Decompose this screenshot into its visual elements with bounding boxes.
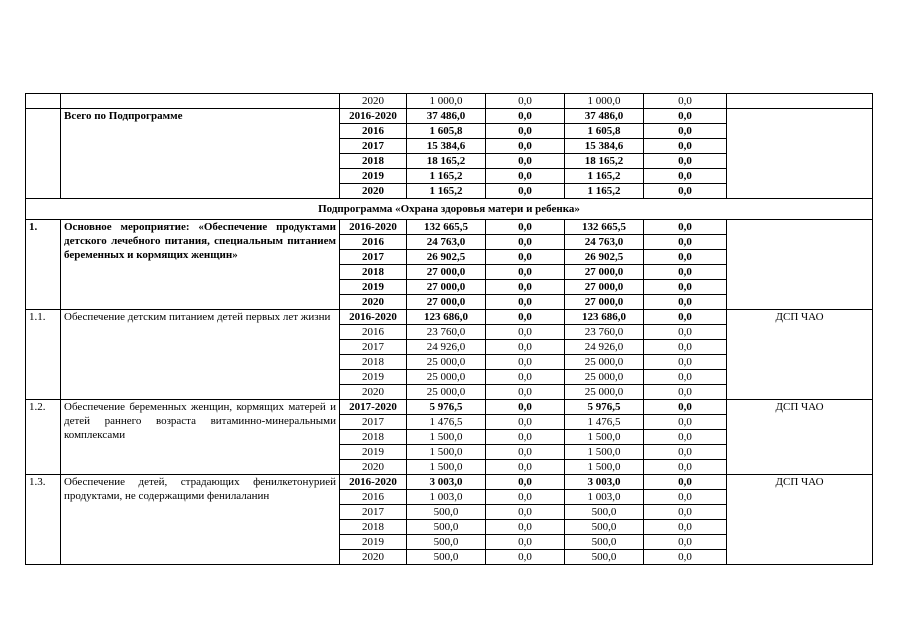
year-cell: 2019 xyxy=(340,280,407,295)
value-regional-cell: 18 165,2 xyxy=(565,154,644,169)
year-cell: 2016 xyxy=(340,490,407,505)
value-other-cell: 0,0 xyxy=(644,475,727,490)
year-cell: 2018 xyxy=(340,265,407,280)
value-total-cell: 1 605,8 xyxy=(407,124,486,139)
row-number-cell: 1. xyxy=(26,220,61,310)
value-total-cell: 27 000,0 xyxy=(407,295,486,310)
value-other-cell: 0,0 xyxy=(644,505,727,520)
value-other-cell: 0,0 xyxy=(644,490,727,505)
year-cell: 2017 xyxy=(340,340,407,355)
value-federal-cell: 0,0 xyxy=(486,445,565,460)
value-regional-cell: 1 000,0 xyxy=(565,94,644,109)
row-name-cell: Основное мероприятие: «Обеспечение продуктами детского лечебного питания, специальным питанием беременных и кормящих женщин» xyxy=(61,220,340,310)
value-total-cell: 24 926,0 xyxy=(407,340,486,355)
value-other-cell: 0,0 xyxy=(644,355,727,370)
value-other-cell: 0,0 xyxy=(644,325,727,340)
value-total-cell: 1 000,0 xyxy=(407,94,486,109)
value-regional-cell: 1 003,0 xyxy=(565,490,644,505)
value-federal-cell: 0,0 xyxy=(486,184,565,199)
table-row xyxy=(26,220,873,235)
value-federal-cell: 0,0 xyxy=(486,325,565,340)
value-federal-cell: 0,0 xyxy=(486,280,565,295)
year-cell: 2016-2020 xyxy=(340,475,407,490)
value-total-cell: 27 000,0 xyxy=(407,265,486,280)
value-total-cell: 37 486,0 xyxy=(407,109,486,124)
value-federal-cell: 0,0 xyxy=(486,400,565,415)
value-federal-cell: 0,0 xyxy=(486,385,565,400)
value-federal-cell: 0,0 xyxy=(486,415,565,430)
value-federal-cell: 0,0 xyxy=(486,535,565,550)
year-cell: 2020 xyxy=(340,460,407,475)
row-number-cell xyxy=(26,94,61,109)
budget-table xyxy=(25,93,873,565)
row-name-cell: Обеспечение детским питанием детей первых лет жизни xyxy=(61,310,340,400)
value-total-cell: 25 000,0 xyxy=(407,370,486,385)
value-regional-cell: 24 926,0 xyxy=(565,340,644,355)
value-other-cell: 0,0 xyxy=(644,94,727,109)
year-cell: 2017 xyxy=(340,250,407,265)
row-number-cell: 1.2. xyxy=(26,400,61,475)
value-regional-cell: 1 476,5 xyxy=(565,415,644,430)
value-federal-cell: 0,0 xyxy=(486,295,565,310)
value-other-cell: 0,0 xyxy=(644,169,727,184)
value-federal-cell: 0,0 xyxy=(486,520,565,535)
value-federal-cell: 0,0 xyxy=(486,235,565,250)
value-other-cell: 0,0 xyxy=(644,520,727,535)
value-other-cell: 0,0 xyxy=(644,265,727,280)
year-cell: 2020 xyxy=(340,94,407,109)
value-total-cell: 26 902,5 xyxy=(407,250,486,265)
value-other-cell: 0,0 xyxy=(644,184,727,199)
value-regional-cell: 25 000,0 xyxy=(565,385,644,400)
year-cell: 2019 xyxy=(340,169,407,184)
value-other-cell: 0,0 xyxy=(644,550,727,565)
value-total-cell: 5 976,5 xyxy=(407,400,486,415)
value-regional-cell: 1 500,0 xyxy=(565,445,644,460)
value-total-cell: 18 165,2 xyxy=(407,154,486,169)
value-total-cell: 1 003,0 xyxy=(407,490,486,505)
value-regional-cell: 500,0 xyxy=(565,520,644,535)
value-other-cell: 0,0 xyxy=(644,430,727,445)
year-cell: 2016-2020 xyxy=(340,109,407,124)
value-regional-cell: 132 665,5 xyxy=(565,220,644,235)
row-name-cell xyxy=(61,94,340,109)
value-regional-cell: 24 763,0 xyxy=(565,235,644,250)
value-total-cell: 25 000,0 xyxy=(407,355,486,370)
value-other-cell: 0,0 xyxy=(644,250,727,265)
value-federal-cell: 0,0 xyxy=(486,220,565,235)
value-regional-cell: 123 686,0 xyxy=(565,310,644,325)
year-cell: 2020 xyxy=(340,550,407,565)
value-federal-cell: 0,0 xyxy=(486,475,565,490)
value-total-cell: 1 165,2 xyxy=(407,184,486,199)
year-cell: 2017 xyxy=(340,505,407,520)
executor-cell xyxy=(727,109,873,199)
year-cell: 2017 xyxy=(340,415,407,430)
value-other-cell: 0,0 xyxy=(644,535,727,550)
executor-cell xyxy=(727,220,873,310)
value-total-cell: 25 000,0 xyxy=(407,385,486,400)
year-cell: 2019 xyxy=(340,445,407,460)
value-federal-cell: 0,0 xyxy=(486,310,565,325)
value-regional-cell: 3 003,0 xyxy=(565,475,644,490)
value-other-cell: 0,0 xyxy=(644,154,727,169)
year-cell: 2018 xyxy=(340,520,407,535)
value-other-cell: 0,0 xyxy=(644,385,727,400)
value-federal-cell: 0,0 xyxy=(486,550,565,565)
value-other-cell: 0,0 xyxy=(644,400,727,415)
value-federal-cell: 0,0 xyxy=(486,355,565,370)
executor-cell: ДСП ЧАО xyxy=(727,475,873,565)
value-federal-cell: 0,0 xyxy=(486,109,565,124)
value-regional-cell: 27 000,0 xyxy=(565,265,644,280)
value-total-cell: 500,0 xyxy=(407,505,486,520)
table-row xyxy=(26,94,873,109)
executor-cell: ДСП ЧАО xyxy=(727,310,873,400)
row-number-cell: 1.3. xyxy=(26,475,61,565)
row-name-cell: Обеспечение беременных женщин, кормящих матерей и детей раннего возраста витаминно-минеральными комплексами xyxy=(61,400,340,475)
value-total-cell: 1 165,2 xyxy=(407,169,486,184)
value-other-cell: 0,0 xyxy=(644,139,727,154)
value-regional-cell: 1 500,0 xyxy=(565,430,644,445)
value-total-cell: 3 003,0 xyxy=(407,475,486,490)
year-cell: 2020 xyxy=(340,184,407,199)
value-other-cell: 0,0 xyxy=(644,235,727,250)
value-federal-cell: 0,0 xyxy=(486,490,565,505)
year-cell: 2020 xyxy=(340,295,407,310)
value-regional-cell: 500,0 xyxy=(565,550,644,565)
value-total-cell: 500,0 xyxy=(407,550,486,565)
value-federal-cell: 0,0 xyxy=(486,94,565,109)
value-federal-cell: 0,0 xyxy=(486,124,565,139)
table-row xyxy=(26,310,873,325)
value-regional-cell: 5 976,5 xyxy=(565,400,644,415)
value-total-cell: 24 763,0 xyxy=(407,235,486,250)
value-other-cell: 0,0 xyxy=(644,310,727,325)
executor-cell xyxy=(727,94,873,109)
value-other-cell: 0,0 xyxy=(644,445,727,460)
table-row xyxy=(26,109,873,124)
value-federal-cell: 0,0 xyxy=(486,250,565,265)
value-regional-cell: 27 000,0 xyxy=(565,280,644,295)
row-name-cell: Обеспечение детей, страдающих фенилкетонурией продуктами, не содержащими фенилаланин xyxy=(61,475,340,565)
value-regional-cell: 15 384,6 xyxy=(565,139,644,154)
value-total-cell: 132 665,5 xyxy=(407,220,486,235)
value-other-cell: 0,0 xyxy=(644,370,727,385)
value-other-cell: 0,0 xyxy=(644,220,727,235)
value-regional-cell: 1 165,2 xyxy=(565,184,644,199)
budget-table-sheet xyxy=(25,93,873,565)
value-regional-cell: 500,0 xyxy=(565,505,644,520)
subprogram-title-row xyxy=(26,199,873,220)
year-cell: 2018 xyxy=(340,355,407,370)
year-cell: 2016-2020 xyxy=(340,220,407,235)
executor-cell: ДСП ЧАО xyxy=(727,400,873,475)
value-total-cell: 1 500,0 xyxy=(407,430,486,445)
value-other-cell: 0,0 xyxy=(644,415,727,430)
value-regional-cell: 37 486,0 xyxy=(565,109,644,124)
value-regional-cell: 27 000,0 xyxy=(565,295,644,310)
table-row xyxy=(26,400,873,415)
row-number-cell xyxy=(26,109,61,199)
value-regional-cell: 1 500,0 xyxy=(565,460,644,475)
value-total-cell: 15 384,6 xyxy=(407,139,486,154)
value-federal-cell: 0,0 xyxy=(486,139,565,154)
year-cell: 2020 xyxy=(340,385,407,400)
value-regional-cell: 1 165,2 xyxy=(565,169,644,184)
year-cell: 2017-2020 xyxy=(340,400,407,415)
value-federal-cell: 0,0 xyxy=(486,265,565,280)
value-regional-cell: 23 760,0 xyxy=(565,325,644,340)
year-cell: 2016 xyxy=(340,124,407,139)
year-cell: 2016 xyxy=(340,235,407,250)
year-cell: 2019 xyxy=(340,535,407,550)
year-cell: 2018 xyxy=(340,430,407,445)
value-total-cell: 27 000,0 xyxy=(407,280,486,295)
value-federal-cell: 0,0 xyxy=(486,370,565,385)
value-regional-cell: 25 000,0 xyxy=(565,370,644,385)
value-regional-cell: 26 902,5 xyxy=(565,250,644,265)
value-total-cell: 1 476,5 xyxy=(407,415,486,430)
value-federal-cell: 0,0 xyxy=(486,154,565,169)
subprogram-title: Подпрограмма «Охрана здоровья матери и ребенка» xyxy=(26,199,873,220)
year-cell: 2019 xyxy=(340,370,407,385)
value-regional-cell: 1 605,8 xyxy=(565,124,644,139)
value-other-cell: 0,0 xyxy=(644,280,727,295)
year-cell: 2018 xyxy=(340,154,407,169)
table-row xyxy=(26,475,873,490)
value-other-cell: 0,0 xyxy=(644,460,727,475)
value-federal-cell: 0,0 xyxy=(486,340,565,355)
year-cell: 2016 xyxy=(340,325,407,340)
value-other-cell: 0,0 xyxy=(644,295,727,310)
value-total-cell: 123 686,0 xyxy=(407,310,486,325)
value-federal-cell: 0,0 xyxy=(486,169,565,184)
value-other-cell: 0,0 xyxy=(644,340,727,355)
value-federal-cell: 0,0 xyxy=(486,430,565,445)
year-cell: 2016-2020 xyxy=(340,310,407,325)
value-total-cell: 1 500,0 xyxy=(407,445,486,460)
row-number-cell: 1.1. xyxy=(26,310,61,400)
value-total-cell: 500,0 xyxy=(407,520,486,535)
row-name-cell: Всего по Подпрограмме xyxy=(61,109,340,199)
value-other-cell: 0,0 xyxy=(644,124,727,139)
year-cell: 2017 xyxy=(340,139,407,154)
value-federal-cell: 0,0 xyxy=(486,505,565,520)
value-regional-cell: 25 000,0 xyxy=(565,355,644,370)
value-total-cell: 23 760,0 xyxy=(407,325,486,340)
value-total-cell: 500,0 xyxy=(407,535,486,550)
value-total-cell: 1 500,0 xyxy=(407,460,486,475)
value-federal-cell: 0,0 xyxy=(486,460,565,475)
value-regional-cell: 500,0 xyxy=(565,535,644,550)
value-other-cell: 0,0 xyxy=(644,109,727,124)
